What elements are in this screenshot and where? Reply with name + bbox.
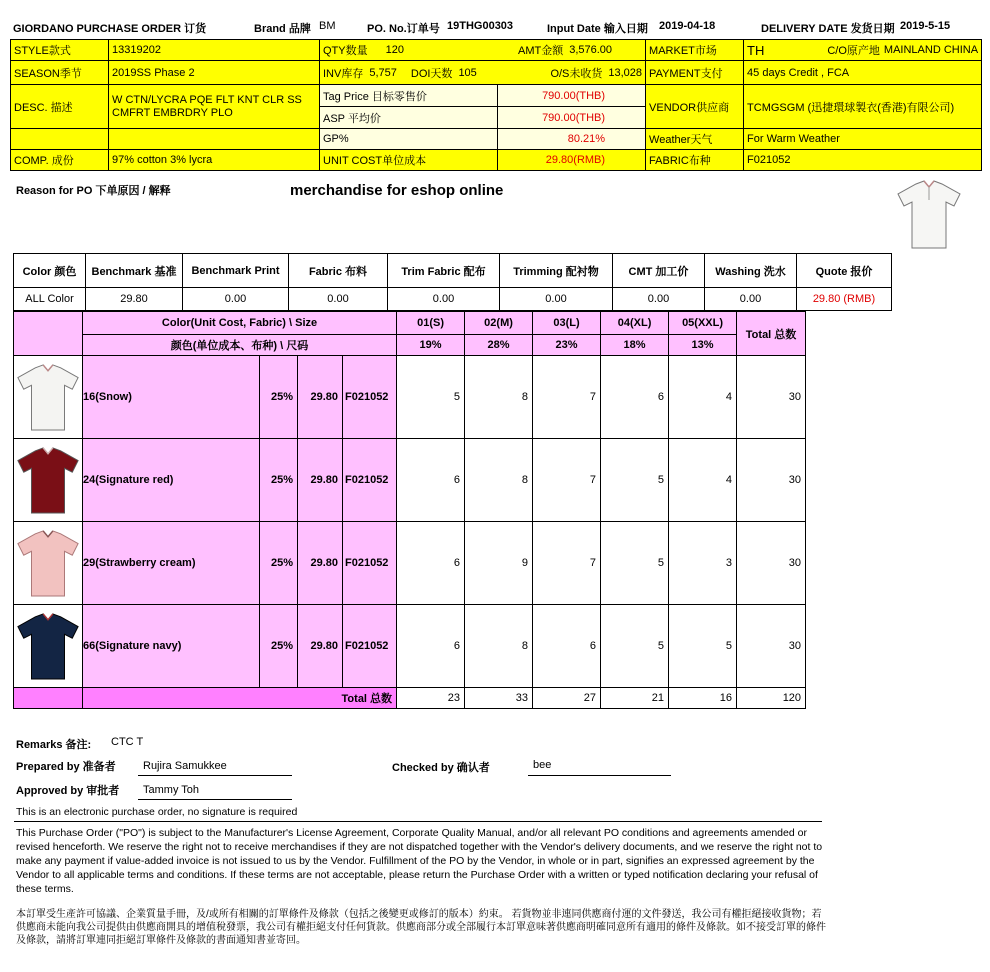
table-row <box>14 439 806 522</box>
amt-value: 3,576.00 <box>569 44 613 56</box>
bench-val-color: ALL Color <box>14 288 86 311</box>
qty-cell: 3 <box>669 522 737 605</box>
checked-line <box>528 775 671 776</box>
divider <box>14 821 822 822</box>
row-pct: 25% <box>260 439 298 522</box>
brand-value: BM <box>319 20 336 32</box>
bench-val-cmt: 0.00 <box>613 288 705 311</box>
checked-label: Checked by 确认者 <box>392 762 490 774</box>
amt-label: AMT金额 <box>517 45 564 57</box>
tag-price-label: Tag Price 目标零售价 <box>320 85 498 107</box>
polo-shirt-icon <box>14 610 82 682</box>
row-cost: 29.80 <box>298 356 343 439</box>
row-pct: 25% <box>260 605 298 688</box>
electronic-note: This is an electronic purchase order, no signature is required <box>16 806 298 818</box>
desc-label: DESC. 描述 <box>11 85 109 129</box>
swatch-cell <box>14 356 83 439</box>
payment-label: PAYMENT支付 <box>646 61 744 85</box>
ratio-m: 28% <box>465 335 533 356</box>
gp-label: GP% <box>320 129 498 150</box>
table-row <box>14 356 806 439</box>
unit-cost-label: UNIT COST单位成本 <box>320 150 498 171</box>
inv-cell <box>320 61 646 85</box>
row-total: 30 <box>737 439 806 522</box>
ratio-l: 23% <box>533 335 601 356</box>
qty-cell: 5 <box>601 605 669 688</box>
ratio-xl: 18% <box>601 335 669 356</box>
company-title: GIORDANO PURCHASE ORDER 订货 <box>13 23 207 35</box>
size-l: 03(L) <box>533 312 601 335</box>
footer-qty: 16 <box>669 688 737 709</box>
footer-qty: 23 <box>397 688 465 709</box>
payment-value: 45 days Credit , FCA <box>744 61 982 85</box>
qty-cell: 8 <box>465 605 533 688</box>
row-pct: 25% <box>260 356 298 439</box>
qty-cell: 4 <box>669 439 737 522</box>
bench-head-cmt: CMT 加工价 <box>613 254 705 288</box>
size-s: 01(S) <box>397 312 465 335</box>
footer-qty: 33 <box>465 688 533 709</box>
row-fabric: F021052 <box>343 605 397 688</box>
row-total: 30 <box>737 356 806 439</box>
bench-head-quote: Quote 报价 <box>797 254 892 288</box>
tag-price-value: 790.00(THB) <box>498 85 646 107</box>
qty-cell: 5 <box>601 439 669 522</box>
asp-value: 790.00(THB) <box>498 107 646 129</box>
vendor-label: VENDOR供应商 <box>646 85 744 129</box>
blank-b <box>109 129 320 150</box>
swatch-cell <box>14 522 83 605</box>
row-fabric: F021052 <box>343 522 397 605</box>
qty-cell: 5 <box>669 605 737 688</box>
brand-label: Brand 品牌 <box>254 23 311 35</box>
delivery-date: 2019-5-15 <box>900 20 951 32</box>
row-color: 29(Strawberry cream) <box>83 522 260 605</box>
qty-value: 120 <box>385 44 404 56</box>
blank-a <box>11 129 109 150</box>
qty-cell: 6 <box>397 439 465 522</box>
size-m: 02(M) <box>465 312 533 335</box>
po-number: 19THG00303 <box>447 20 514 32</box>
product-thumbnail <box>894 178 964 250</box>
prepared-line <box>138 775 292 776</box>
row-color: 16(Snow) <box>83 356 260 439</box>
row-total: 30 <box>737 522 806 605</box>
total-head: Total 总数 <box>737 312 806 356</box>
qty-cell: 6 <box>601 356 669 439</box>
polo-shirt-icon <box>14 444 82 516</box>
qty-amt-cell <box>320 40 646 61</box>
bench-val-benchmark: 29.80 <box>86 288 183 311</box>
table-row <box>14 605 806 688</box>
inv-label: INV库存 <box>323 67 364 80</box>
footer-total-label: Total 总数 <box>83 688 397 709</box>
qty-cell: 7 <box>533 522 601 605</box>
remarks-label: Remarks 备注: <box>16 739 92 751</box>
bench-val-trimming: 0.00 <box>500 288 613 311</box>
vendor-value: TCMGSGM (迅捷環球製衣(香港)有限公司) <box>744 85 982 129</box>
weather-label: Weather天气 <box>646 129 744 150</box>
ratio-s: 19% <box>397 335 465 356</box>
bench-head-trimming: Trimming 配衬物 <box>500 254 613 288</box>
approved-value: Tammy Toh <box>143 784 200 796</box>
footer-blank <box>14 688 83 709</box>
comp-value: 97% cotton 3% lycra <box>109 150 320 171</box>
qty-cell: 6 <box>533 605 601 688</box>
swatch-cell <box>14 439 83 522</box>
fabric-value: F021052 <box>744 150 982 171</box>
po-label: PO. No.订单号 <box>367 23 440 35</box>
qty-cell: 8 <box>465 356 533 439</box>
bench-head-trim-fabric: Trim Fabric 配布 <box>388 254 500 288</box>
fabric-label: FABRIC布种 <box>646 150 744 171</box>
table-row <box>14 522 806 605</box>
input-date-label: Input Date 输入日期 <box>547 23 648 35</box>
os-value: 13,028 <box>608 66 643 79</box>
bench-head-print: Benchmark Print <box>183 254 289 288</box>
os-label: O/S未收货 <box>550 67 603 80</box>
row-color: 24(Signature red) <box>83 439 260 522</box>
checked-value: bee <box>533 759 552 771</box>
row-fabric: F021052 <box>343 439 397 522</box>
size-breakdown-table <box>13 311 806 709</box>
bench-val-washing: 0.00 <box>705 288 797 311</box>
swatch-cell <box>14 605 83 688</box>
asp-label: ASP 平均价 <box>320 107 498 129</box>
row-pct: 25% <box>260 522 298 605</box>
polo-shirt-icon <box>14 527 82 599</box>
qty-cell: 7 <box>533 439 601 522</box>
qty-label: QTY数量 <box>323 45 368 57</box>
size-xxl: 05(XXL) <box>669 312 737 335</box>
inv-value: 5,757 <box>369 66 397 79</box>
co-label: C/O原产地 <box>827 45 880 57</box>
market-co-cell <box>744 40 982 61</box>
season-value: 2019SS Phase 2 <box>109 61 320 85</box>
row-cost: 29.80 <box>298 522 343 605</box>
row-total: 30 <box>737 605 806 688</box>
terms-english: This Purchase Order ("PO") is subject to the Manufacturer's License Agreement, Corporate Quality Manual, and/or all relevant PO conditions and agreements amended or revised henceforth. We reserve the right not to receive merchandises if they are not dispatched together with the Vendor's delivery documents, and we reserve the right not to make any payment if value-added invoice is not issued to us by the Vendor. Fulfillment of the PO by the Vendor, in whole or in part, signifies an expressed agreement by the Vendor to all applicable terms and conditions. If these terms are not acceptable, please return the Purchase Order with a written or typed notification declaring your refusal of these terms. <box>16 827 823 895</box>
bench-val-print: 0.00 <box>183 288 289 311</box>
doi-value: 105 <box>458 66 477 79</box>
market-value: TH <box>747 42 765 58</box>
gp-value: 80.21% <box>498 129 646 150</box>
footer-grand-total: 120 <box>737 688 806 709</box>
footer-qty: 27 <box>533 688 601 709</box>
row-fabric: F021052 <box>343 356 397 439</box>
row-cost: 29.80 <box>298 439 343 522</box>
comp-label: COMP. 成份 <box>11 150 109 171</box>
size-xl: 04(XL) <box>601 312 669 335</box>
bench-head-washing: Washing 洗水 <box>705 254 797 288</box>
weather-value: For Warm Weather <box>744 129 982 150</box>
prepared-value: Rujira Samukkee <box>143 760 227 772</box>
qty-cell: 5 <box>397 356 465 439</box>
qty-cell: 5 <box>601 522 669 605</box>
qty-cell: 4 <box>669 356 737 439</box>
bench-val-quote: 29.80 (RMB) <box>797 288 892 311</box>
delivery-date-label: DELIVERY DATE 发货日期 <box>761 23 895 35</box>
reason-label: Reason for PO 下单原因 / 解释 <box>16 185 171 197</box>
row-color: 66(Signature navy) <box>83 605 260 688</box>
benchmark-table <box>13 253 892 311</box>
approved-line <box>138 799 292 800</box>
input-date: 2019-04-18 <box>659 20 716 32</box>
prepared-label: Prepared by 准备者 <box>16 761 116 773</box>
style-label: STYLE款式 <box>11 40 109 61</box>
qty-cell: 9 <box>465 522 533 605</box>
footer-qty: 21 <box>601 688 669 709</box>
row-cost: 29.80 <box>298 605 343 688</box>
qty-cell: 8 <box>465 439 533 522</box>
bench-head-fabric: Fabric 布料 <box>289 254 388 288</box>
polo-shirt-icon <box>14 361 82 433</box>
bench-val-fabric: 0.00 <box>289 288 388 311</box>
terms-chinese: 本訂單受生產許可協議、企業質量手冊，及/或所有相關的訂單條件及條款（包括之後變更或修訂的版本）約束。 若貨物並非連同供應商付運的文件發送，我公司有權拒絕接收貨物；若供應商未能向我公司提供由供應商開具的增值稅發票，我公司有權拒絕支付任何貨款。供應商部分或全部履行本訂單意味著供應商明確同意所有適用的條件及條款。如不接受訂單的條件及條款，請將訂單連同拒絕訂單條件及條款的書面通知書並寄回。 <box>16 909 826 946</box>
image-column-head <box>14 312 83 356</box>
ratio-xxl: 13% <box>669 335 737 356</box>
season-label: SEASON季节 <box>11 61 109 85</box>
unit-cost-value: 29.80(RMB) <box>498 150 646 171</box>
grid-head-en: Color(Unit Cost, Fabric) \ Size <box>83 312 397 335</box>
doi-label: DOI天数 <box>410 67 453 80</box>
bench-head-benchmark: Benchmark 基准 <box>86 254 183 288</box>
co-value: MAINLAND CHINA <box>883 44 979 56</box>
qty-cell: 7 <box>533 356 601 439</box>
qty-cell: 6 <box>397 522 465 605</box>
po-info-table <box>10 39 982 171</box>
market-label: MARKET市场 <box>646 40 744 61</box>
grid-head-cn: 颜色(单位成本、布种) \ 尺码 <box>83 335 397 356</box>
desc-value: W CTN/LYCRA PQE FLT KNT CLR SS CMFRT EMBRDRY PLO <box>109 85 320 129</box>
polo-shirt-icon <box>894 178 964 250</box>
qty-cell: 6 <box>397 605 465 688</box>
style-value: 13319202 <box>109 40 320 61</box>
bench-head-color: Color 颜色 <box>14 254 86 288</box>
reason-text: merchandise for eshop online <box>290 182 504 199</box>
remarks-value: CTC T <box>111 736 144 748</box>
approved-label: Approved by 审批者 <box>16 785 120 797</box>
bench-val-trim-fabric: 0.00 <box>388 288 500 311</box>
